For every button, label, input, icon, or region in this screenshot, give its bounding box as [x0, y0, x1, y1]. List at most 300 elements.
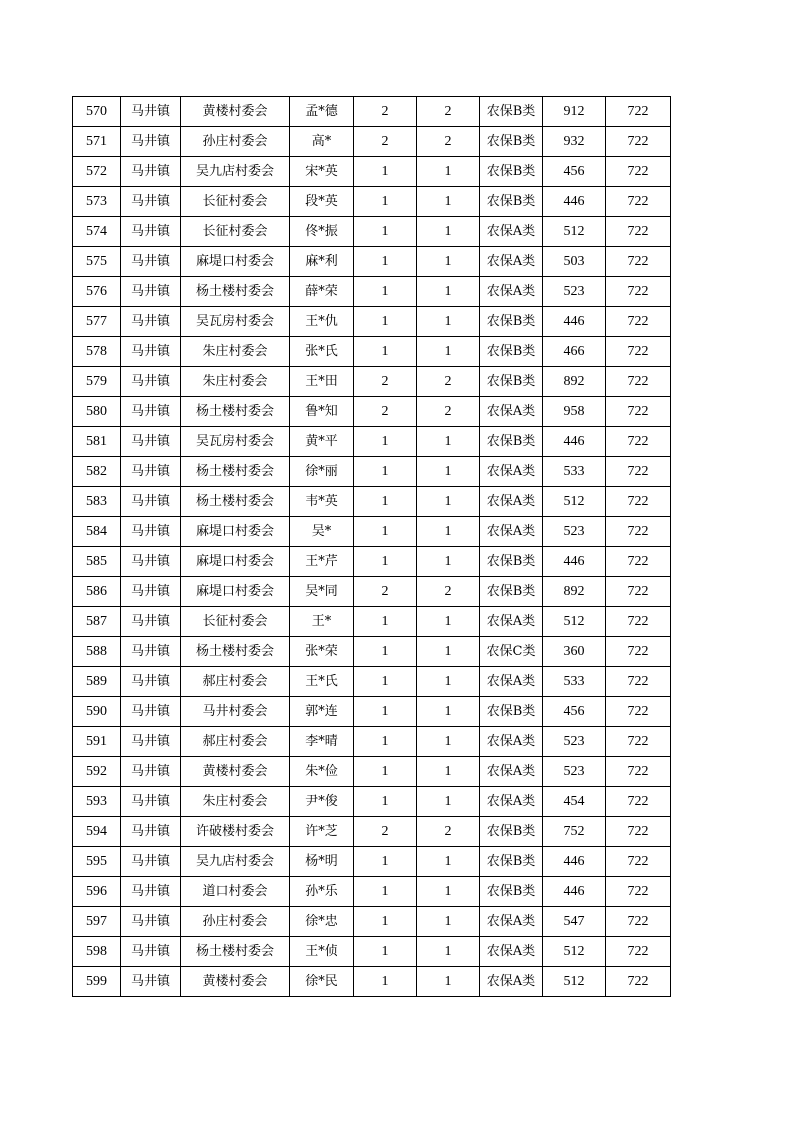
person-name-cell: 杨*明 [290, 847, 354, 877]
people-count-cell: 1 [417, 967, 480, 997]
people-count-cell: 1 [417, 277, 480, 307]
township-cell: 马井镇 [121, 127, 181, 157]
person-name-cell: 尹*俊 [290, 787, 354, 817]
table-row [73, 847, 671, 877]
township-cell: 马井镇 [121, 547, 181, 577]
standard-value-cell: 722 [606, 367, 671, 397]
people-count-cell: 1 [417, 847, 480, 877]
person-name-cell: 朱*俭 [290, 757, 354, 787]
township-cell: 马井镇 [121, 757, 181, 787]
insurance-category-cell: 农保A类 [480, 787, 543, 817]
people-count-cell: 1 [417, 607, 480, 637]
household-count-cell: 1 [354, 667, 417, 697]
insurance-category-cell: 农保B类 [480, 337, 543, 367]
amount-cell: 446 [543, 547, 606, 577]
row-number-cell: 570 [73, 97, 121, 127]
table-row [73, 937, 671, 967]
standard-value-cell: 722 [606, 607, 671, 637]
standard-value-cell: 722 [606, 847, 671, 877]
person-name-cell: 王*侦 [290, 937, 354, 967]
village-committee-cell: 郝庄村委会 [181, 667, 290, 697]
township-cell: 马井镇 [121, 217, 181, 247]
standard-value-cell: 722 [606, 757, 671, 787]
insurance-category-cell: 农保B类 [480, 367, 543, 397]
people-count-cell: 1 [417, 157, 480, 187]
amount-cell: 446 [543, 847, 606, 877]
person-name-cell: 王*仇 [290, 307, 354, 337]
people-count-cell: 1 [417, 487, 480, 517]
people-count-cell: 1 [417, 247, 480, 277]
village-committee-cell: 杨土楼村委会 [181, 637, 290, 667]
amount-cell: 932 [543, 127, 606, 157]
standard-value-cell: 722 [606, 277, 671, 307]
table-row [73, 187, 671, 217]
table-row [73, 97, 671, 127]
township-cell: 马井镇 [121, 877, 181, 907]
row-number-cell: 594 [73, 817, 121, 847]
people-count-cell: 2 [417, 367, 480, 397]
person-name-cell: 段*英 [290, 187, 354, 217]
standard-value-cell: 722 [606, 787, 671, 817]
township-cell: 马井镇 [121, 967, 181, 997]
person-name-cell: 黄*平 [290, 427, 354, 457]
household-count-cell: 2 [354, 397, 417, 427]
insurance-category-cell: 农保A类 [480, 277, 543, 307]
amount-cell: 446 [543, 187, 606, 217]
row-number-cell: 576 [73, 277, 121, 307]
people-count-cell: 2 [417, 577, 480, 607]
table-row [73, 127, 671, 157]
amount-cell: 523 [543, 517, 606, 547]
row-number-cell: 598 [73, 937, 121, 967]
amount-cell: 446 [543, 877, 606, 907]
insurance-category-cell: 农保A类 [480, 937, 543, 967]
person-name-cell: 张*荣 [290, 637, 354, 667]
table-row [73, 577, 671, 607]
household-count-cell: 1 [354, 937, 417, 967]
people-count-cell: 1 [417, 457, 480, 487]
township-cell: 马井镇 [121, 247, 181, 277]
standard-value-cell: 722 [606, 937, 671, 967]
standard-value-cell: 722 [606, 247, 671, 277]
village-committee-cell: 长征村委会 [181, 217, 290, 247]
amount-cell: 512 [543, 607, 606, 637]
village-committee-cell: 朱庄村委会 [181, 787, 290, 817]
household-count-cell: 2 [354, 367, 417, 397]
insurance-category-cell: 农保B类 [480, 877, 543, 907]
people-count-cell: 1 [417, 337, 480, 367]
people-count-cell: 1 [417, 787, 480, 817]
table-row [73, 247, 671, 277]
amount-cell: 446 [543, 307, 606, 337]
people-count-cell: 1 [417, 517, 480, 547]
household-count-cell: 1 [354, 907, 417, 937]
row-number-cell: 588 [73, 637, 121, 667]
person-name-cell: 王* [290, 607, 354, 637]
township-cell: 马井镇 [121, 277, 181, 307]
insurance-category-cell: 农保A类 [480, 457, 543, 487]
township-cell: 马井镇 [121, 517, 181, 547]
insurance-category-cell: 农保A类 [480, 667, 543, 697]
row-number-cell: 573 [73, 187, 121, 217]
standard-value-cell: 722 [606, 487, 671, 517]
household-count-cell: 1 [354, 277, 417, 307]
standard-value-cell: 722 [606, 337, 671, 367]
household-count-cell: 1 [354, 787, 417, 817]
village-committee-cell: 黄楼村委会 [181, 97, 290, 127]
table-row [73, 487, 671, 517]
household-count-cell: 2 [354, 97, 417, 127]
township-cell: 马井镇 [121, 337, 181, 367]
village-committee-cell: 麻堤口村委会 [181, 517, 290, 547]
row-number-cell: 585 [73, 547, 121, 577]
amount-cell: 512 [543, 967, 606, 997]
person-name-cell: 麻*利 [290, 247, 354, 277]
village-committee-cell: 长征村委会 [181, 607, 290, 637]
insurance-category-cell: 农保A类 [480, 967, 543, 997]
table-row [73, 907, 671, 937]
village-committee-cell: 郝庄村委会 [181, 727, 290, 757]
township-cell: 马井镇 [121, 187, 181, 217]
row-number-cell: 574 [73, 217, 121, 247]
amount-cell: 533 [543, 667, 606, 697]
table-row [73, 157, 671, 187]
household-count-cell: 1 [354, 637, 417, 667]
person-name-cell: 许*芝 [290, 817, 354, 847]
household-count-cell: 1 [354, 697, 417, 727]
village-committee-cell: 朱庄村委会 [181, 367, 290, 397]
village-committee-cell: 黄楼村委会 [181, 967, 290, 997]
village-committee-cell: 麻堤口村委会 [181, 547, 290, 577]
insurance-category-cell: 农保B类 [480, 847, 543, 877]
insurance-category-cell: 农保A类 [480, 217, 543, 247]
roster-body [73, 97, 671, 997]
insurance-category-cell: 农保C类 [480, 637, 543, 667]
insurance-category-cell: 农保B类 [480, 427, 543, 457]
insurance-category-cell: 农保A类 [480, 757, 543, 787]
household-count-cell: 1 [354, 607, 417, 637]
township-cell: 马井镇 [121, 607, 181, 637]
village-committee-cell: 吴瓦房村委会 [181, 427, 290, 457]
people-count-cell: 1 [417, 187, 480, 217]
standard-value-cell: 722 [606, 817, 671, 847]
village-committee-cell: 杨土楼村委会 [181, 457, 290, 487]
people-count-cell: 1 [417, 907, 480, 937]
township-cell: 马井镇 [121, 667, 181, 697]
village-committee-cell: 麻堤口村委会 [181, 577, 290, 607]
village-committee-cell: 孙庄村委会 [181, 127, 290, 157]
amount-cell: 892 [543, 367, 606, 397]
amount-cell: 512 [543, 217, 606, 247]
village-committee-cell: 长征村委会 [181, 187, 290, 217]
township-cell: 马井镇 [121, 697, 181, 727]
row-number-cell: 596 [73, 877, 121, 907]
township-cell: 马井镇 [121, 487, 181, 517]
village-committee-cell: 朱庄村委会 [181, 337, 290, 367]
table-row [73, 277, 671, 307]
insurance-category-cell: 农保A类 [480, 397, 543, 427]
insurance-category-cell: 农保A类 [480, 727, 543, 757]
township-cell: 马井镇 [121, 307, 181, 337]
row-number-cell: 578 [73, 337, 121, 367]
amount-cell: 523 [543, 757, 606, 787]
standard-value-cell: 722 [606, 727, 671, 757]
person-name-cell: 李*晴 [290, 727, 354, 757]
amount-cell: 958 [543, 397, 606, 427]
people-count-cell: 1 [417, 877, 480, 907]
insurance-category-cell: 农保B类 [480, 127, 543, 157]
people-count-cell: 1 [417, 937, 480, 967]
standard-value-cell: 722 [606, 517, 671, 547]
amount-cell: 892 [543, 577, 606, 607]
standard-value-cell: 722 [606, 907, 671, 937]
standard-value-cell: 722 [606, 127, 671, 157]
people-count-cell: 1 [417, 757, 480, 787]
amount-cell: 523 [543, 727, 606, 757]
village-committee-cell: 杨土楼村委会 [181, 397, 290, 427]
row-number-cell: 584 [73, 517, 121, 547]
amount-cell: 533 [543, 457, 606, 487]
township-cell: 马井镇 [121, 817, 181, 847]
insurance-category-cell: 农保B类 [480, 97, 543, 127]
table-row [73, 787, 671, 817]
table-row [73, 727, 671, 757]
person-name-cell: 吴* [290, 517, 354, 547]
insurance-category-cell: 农保A类 [480, 247, 543, 277]
row-number-cell: 591 [73, 727, 121, 757]
household-count-cell: 1 [354, 757, 417, 787]
household-count-cell: 1 [354, 427, 417, 457]
township-cell: 马井镇 [121, 427, 181, 457]
township-cell: 马井镇 [121, 727, 181, 757]
person-name-cell: 徐*忠 [290, 907, 354, 937]
household-count-cell: 1 [354, 217, 417, 247]
amount-cell: 512 [543, 937, 606, 967]
standard-value-cell: 722 [606, 97, 671, 127]
person-name-cell: 王*田 [290, 367, 354, 397]
table-row [73, 427, 671, 457]
village-committee-cell: 麻堤口村委会 [181, 247, 290, 277]
table-row [73, 877, 671, 907]
person-name-cell: 薛*荣 [290, 277, 354, 307]
insurance-category-cell: 农保A类 [480, 607, 543, 637]
row-number-cell: 581 [73, 427, 121, 457]
table-row [73, 457, 671, 487]
township-cell: 马井镇 [121, 457, 181, 487]
standard-value-cell: 722 [606, 547, 671, 577]
standard-value-cell: 722 [606, 307, 671, 337]
standard-value-cell: 722 [606, 157, 671, 187]
row-number-cell: 589 [73, 667, 121, 697]
household-count-cell: 1 [354, 457, 417, 487]
table-row [73, 367, 671, 397]
table-row [73, 547, 671, 577]
person-name-cell: 孙*乐 [290, 877, 354, 907]
person-name-cell: 鲁*知 [290, 397, 354, 427]
insurance-category-cell: 农保A类 [480, 487, 543, 517]
township-cell: 马井镇 [121, 397, 181, 427]
people-count-cell: 1 [417, 217, 480, 247]
row-number-cell: 579 [73, 367, 121, 397]
standard-value-cell: 722 [606, 577, 671, 607]
row-number-cell: 599 [73, 967, 121, 997]
table-row [73, 967, 671, 997]
person-name-cell: 王*氏 [290, 667, 354, 697]
roster-table [72, 96, 671, 997]
village-committee-cell: 许破楼村委会 [181, 817, 290, 847]
row-number-cell: 571 [73, 127, 121, 157]
household-count-cell: 2 [354, 577, 417, 607]
row-number-cell: 592 [73, 757, 121, 787]
table-row [73, 697, 671, 727]
standard-value-cell: 722 [606, 877, 671, 907]
row-number-cell: 575 [73, 247, 121, 277]
township-cell: 马井镇 [121, 937, 181, 967]
standard-value-cell: 722 [606, 967, 671, 997]
person-name-cell: 宋*英 [290, 157, 354, 187]
table-row [73, 757, 671, 787]
household-count-cell: 1 [354, 307, 417, 337]
people-count-cell: 1 [417, 667, 480, 697]
amount-cell: 523 [543, 277, 606, 307]
insurance-category-cell: 农保B类 [480, 547, 543, 577]
amount-cell: 466 [543, 337, 606, 367]
township-cell: 马井镇 [121, 637, 181, 667]
people-count-cell: 2 [417, 97, 480, 127]
township-cell: 马井镇 [121, 97, 181, 127]
village-committee-cell: 杨土楼村委会 [181, 277, 290, 307]
township-cell: 马井镇 [121, 847, 181, 877]
person-name-cell: 佟*振 [290, 217, 354, 247]
insurance-category-cell: 农保B类 [480, 817, 543, 847]
table-row [73, 607, 671, 637]
insurance-category-cell: 农保B类 [480, 307, 543, 337]
amount-cell: 503 [543, 247, 606, 277]
person-name-cell: 孟*德 [290, 97, 354, 127]
household-count-cell: 1 [354, 247, 417, 277]
person-name-cell: 高* [290, 127, 354, 157]
people-count-cell: 1 [417, 307, 480, 337]
amount-cell: 360 [543, 637, 606, 667]
row-number-cell: 597 [73, 907, 121, 937]
table-row [73, 217, 671, 247]
household-count-cell: 2 [354, 127, 417, 157]
township-cell: 马井镇 [121, 787, 181, 817]
standard-value-cell: 722 [606, 397, 671, 427]
person-name-cell: 徐*丽 [290, 457, 354, 487]
township-cell: 马井镇 [121, 577, 181, 607]
household-count-cell: 1 [354, 877, 417, 907]
standard-value-cell: 722 [606, 427, 671, 457]
table-row [73, 667, 671, 697]
person-name-cell: 郭*连 [290, 697, 354, 727]
township-cell: 马井镇 [121, 907, 181, 937]
village-committee-cell: 杨土楼村委会 [181, 937, 290, 967]
row-number-cell: 582 [73, 457, 121, 487]
amount-cell: 454 [543, 787, 606, 817]
table-row [73, 307, 671, 337]
village-committee-cell: 吴九店村委会 [181, 157, 290, 187]
row-number-cell: 590 [73, 697, 121, 727]
people-count-cell: 2 [417, 817, 480, 847]
standard-value-cell: 722 [606, 637, 671, 667]
row-number-cell: 577 [73, 307, 121, 337]
row-number-cell: 593 [73, 787, 121, 817]
village-committee-cell: 道口村委会 [181, 877, 290, 907]
village-committee-cell: 孙庄村委会 [181, 907, 290, 937]
amount-cell: 547 [543, 907, 606, 937]
village-committee-cell: 杨土楼村委会 [181, 487, 290, 517]
amount-cell: 456 [543, 157, 606, 187]
table-row [73, 817, 671, 847]
people-count-cell: 2 [417, 397, 480, 427]
standard-value-cell: 722 [606, 667, 671, 697]
row-number-cell: 572 [73, 157, 121, 187]
household-count-cell: 1 [354, 487, 417, 517]
household-count-cell: 1 [354, 517, 417, 547]
household-count-cell: 1 [354, 337, 417, 367]
insurance-category-cell: 农保A类 [480, 517, 543, 547]
township-cell: 马井镇 [121, 157, 181, 187]
row-number-cell: 583 [73, 487, 121, 517]
people-count-cell: 1 [417, 547, 480, 577]
standard-value-cell: 722 [606, 697, 671, 727]
household-count-cell: 1 [354, 967, 417, 997]
row-number-cell: 586 [73, 577, 121, 607]
people-count-cell: 1 [417, 727, 480, 757]
person-name-cell: 王*芹 [290, 547, 354, 577]
village-committee-cell: 马井村委会 [181, 697, 290, 727]
standard-value-cell: 722 [606, 217, 671, 247]
person-name-cell: 徐*民 [290, 967, 354, 997]
table-row [73, 397, 671, 427]
amount-cell: 912 [543, 97, 606, 127]
standard-value-cell: 722 [606, 457, 671, 487]
household-count-cell: 1 [354, 187, 417, 217]
people-count-cell: 1 [417, 427, 480, 457]
person-name-cell: 张*氏 [290, 337, 354, 367]
amount-cell: 752 [543, 817, 606, 847]
person-name-cell: 韦*英 [290, 487, 354, 517]
people-count-cell: 2 [417, 127, 480, 157]
insurance-category-cell: 农保B类 [480, 577, 543, 607]
person-name-cell: 吴*同 [290, 577, 354, 607]
household-count-cell: 2 [354, 817, 417, 847]
row-number-cell: 595 [73, 847, 121, 877]
insurance-category-cell: 农保B类 [480, 157, 543, 187]
standard-value-cell: 722 [606, 187, 671, 217]
insurance-category-cell: 农保B类 [480, 187, 543, 217]
insurance-category-cell: 农保A类 [480, 907, 543, 937]
amount-cell: 446 [543, 427, 606, 457]
village-committee-cell: 黄楼村委会 [181, 757, 290, 787]
amount-cell: 512 [543, 487, 606, 517]
amount-cell: 456 [543, 697, 606, 727]
table-row [73, 337, 671, 367]
household-count-cell: 1 [354, 847, 417, 877]
table-row [73, 637, 671, 667]
insurance-category-cell: 农保B类 [480, 697, 543, 727]
household-count-cell: 1 [354, 727, 417, 757]
household-count-cell: 1 [354, 157, 417, 187]
village-committee-cell: 吴瓦房村委会 [181, 307, 290, 337]
table-row [73, 517, 671, 547]
people-count-cell: 1 [417, 697, 480, 727]
township-cell: 马井镇 [121, 367, 181, 397]
row-number-cell: 580 [73, 397, 121, 427]
village-committee-cell: 吴九店村委会 [181, 847, 290, 877]
household-count-cell: 1 [354, 547, 417, 577]
